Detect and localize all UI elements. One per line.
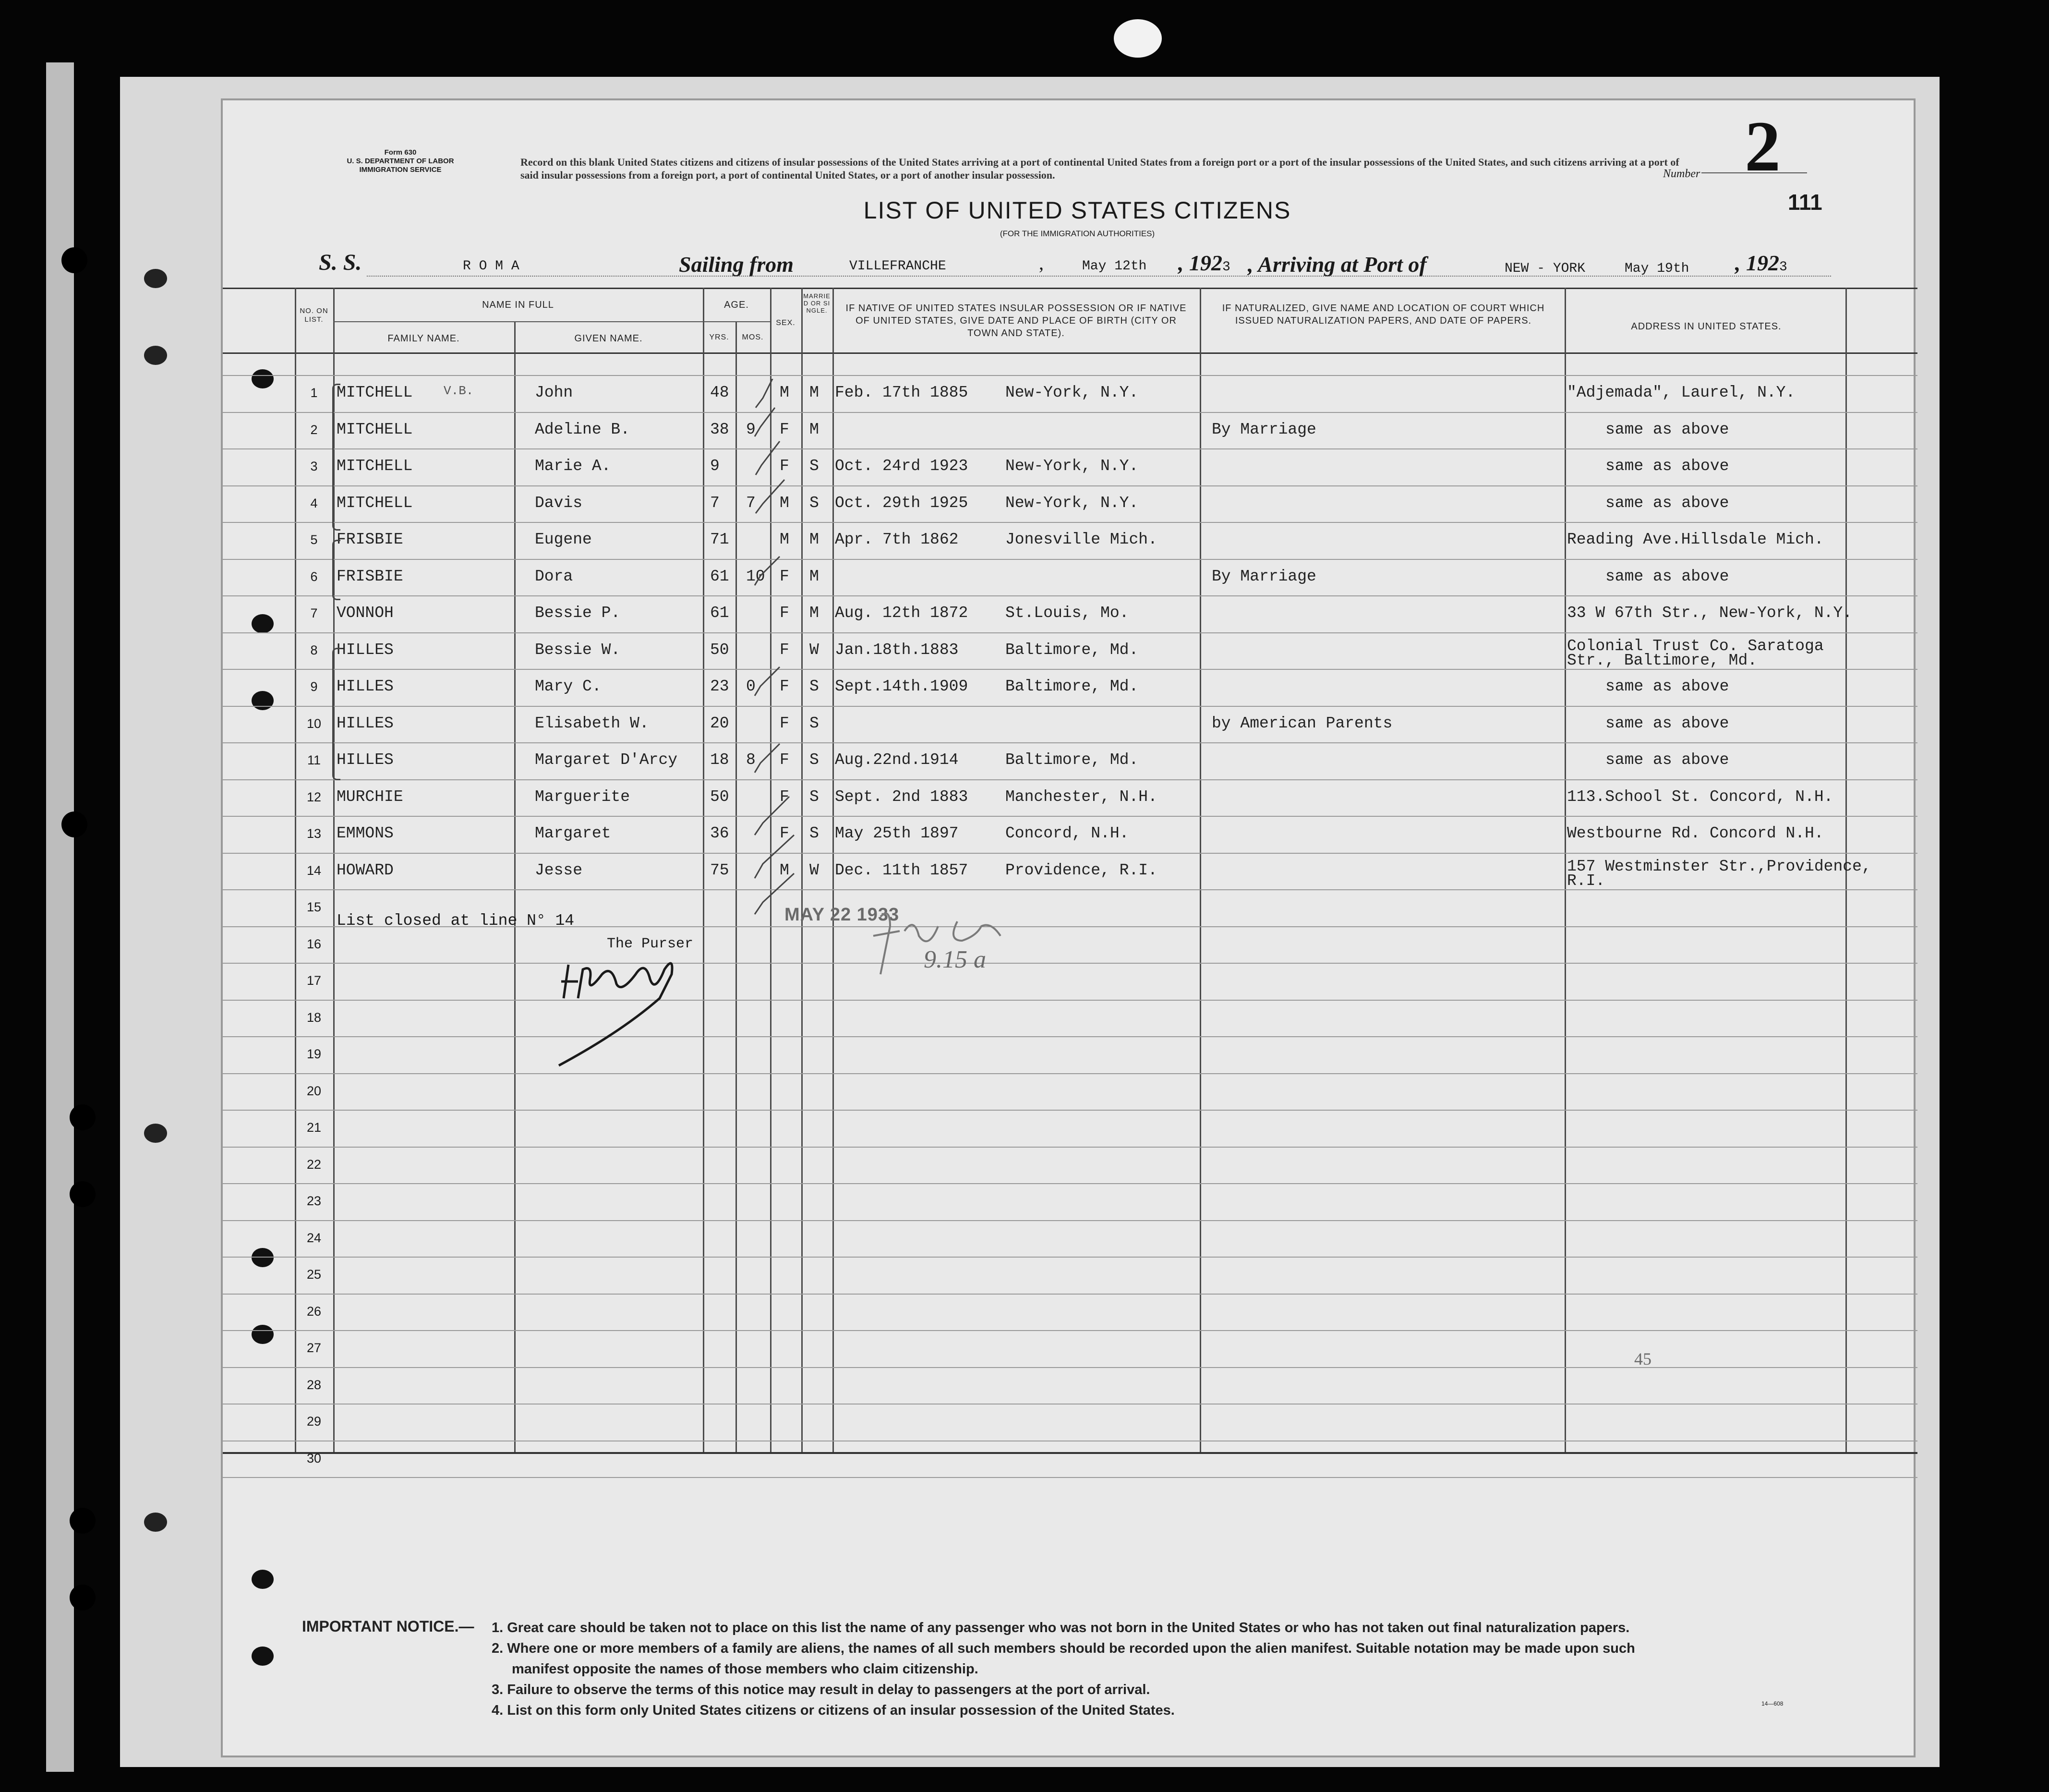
- col-rule: [832, 288, 834, 1452]
- row-number: 6: [310, 569, 318, 584]
- row-rule: [223, 853, 1917, 854]
- row-rule: [223, 375, 1917, 376]
- arrival-year: , 1923: [1735, 251, 1787, 275]
- age-years: 18: [710, 751, 729, 769]
- naturalization: By Marriage: [1212, 567, 1316, 585]
- address: same as above: [1605, 494, 1729, 512]
- birth-date: May 25th 1897: [835, 824, 959, 842]
- marital-status: W: [809, 641, 819, 659]
- form-number: Form 630: [384, 148, 417, 157]
- family-name: MITCHELL: [337, 384, 413, 401]
- notice-item: 3. Failure to observe the terms of this notice may result in delay to passengers at the port of arrival.: [492, 1682, 1150, 1697]
- given-name: Adeline B.: [535, 420, 630, 438]
- punch-hole: [252, 691, 274, 710]
- margin-note: 45: [1634, 1349, 1651, 1368]
- given-name: Margaret: [535, 824, 611, 842]
- row-number: 3: [310, 459, 318, 473]
- age-years: 61: [710, 567, 729, 585]
- row-rule: [223, 1294, 1917, 1295]
- marital-status: S: [809, 457, 819, 475]
- birth-date: Oct. 29th 1925: [835, 494, 968, 512]
- row-rule: [223, 412, 1917, 413]
- row-rule: [223, 706, 1917, 707]
- sex: M: [780, 861, 789, 879]
- row-rule: [223, 779, 1917, 780]
- family-name: FRISBIE: [337, 531, 403, 548]
- family-name: MITCHELL: [337, 494, 413, 512]
- family-name: HILLES: [337, 641, 394, 659]
- punch-hole: [252, 614, 274, 633]
- date-stamp: MAY 22 1933: [784, 905, 900, 925]
- address: same as above: [1605, 678, 1729, 695]
- row-number: 21: [306, 1120, 322, 1135]
- punch-hole: [252, 1248, 274, 1267]
- sex: F: [780, 420, 789, 438]
- header-naturalized: IF NATURALIZED, GIVE NAME AND LOCATION OF COURT WHICH ISSUED NATURALIZATION PAPERS, AND DATE OF PAPERS.: [1222, 303, 1545, 326]
- age-years: 48: [710, 384, 729, 401]
- inspection-time: 9.15 a: [924, 946, 986, 973]
- sailing-label: Sailing from: [679, 252, 794, 277]
- row-number: 2: [310, 422, 318, 437]
- form-title: LIST OF UNITED STATES CITIZENS: [863, 197, 1291, 224]
- header-mos: MOS.: [742, 333, 764, 341]
- row-rule: [223, 1183, 1917, 1184]
- row-rule: [223, 1257, 1917, 1258]
- address: 157 Westminster Str.,Providence,: [1567, 857, 1871, 875]
- page-number: 111: [1788, 190, 1822, 215]
- col-rule: [703, 288, 704, 1452]
- punch-hole: [252, 1325, 274, 1344]
- notice-item: manifest opposite the names of those members who claim citizenship.: [512, 1661, 978, 1677]
- manifest-sheet: Form 630 U. S. DEPARTMENT OF LABOR IMMIGRATION SERVICE Record on this blank United States citizens and citizens of insular possessions of the United States arriving at a port of continental United States from a foreign port or a port of the insular possessions of the United States, and such citizens arriving at a port of said insular possessions from a foreign port, a port of continental United States, or a port of another insular possession. LIST OF UNITED STATES CITIZENS (FOR THE IMMIGRATION AUTHORITIES) Number 2 111 S. S. R O M A Sailing from VILLEFRANCHE , May 12th , 1923 , Arriving at Port of NEW - YORK May 19th , 1923 NO. ON LIST. NAME IN FULL FAMILY NAME. GIVEN NAME. AGE. YRS. MOS. SEX. MARRIED OR SINGLE. IF NATIVE OF UNITED STATES INSULAR POSSESSION OR IF NATIVE OF UNITED STATES, GIVE DATE AND PLACE OF BIRTH (CITY OR TOWN AND STATE). IF NATURALIZED, GIVE NAME AND LOCATION OF COURT WHICH ISSUED NATURALIZATION PAPERS, AND DATE OF PAPERS. ADDRESS IN UNITED STATES. 1 MITCHELL V.B. John 48 M M Feb. 17th 1885 New-York, N.Y. "Adjemada", Laurel, N.Y. 2 MITCHELL Adeline B. 38 9 F M By Marriage same as above 3 MITCHELL Marie A. 9 F S Oct. 24rd 1923 New-York, N.Y. same as above 4 MITCHELL Davis 7 7 M S Oct. 29th 1925 New-York, N.Y. same as above 5 FRISBIE Eugene 71 M M Apr. 7th 1862 Jonesville Mich. Reading Ave.Hillsdale Mich. 6 FRISBIE Dora 61 10 F M By Marriage same as above 7 VONNOH Bessie P. 61 F M Aug. 12th 1872 St.Louis, Mo. 33 W 67th Str., New-York, N.Y. 8 HILLES Bessie W. 50 F W Jan.18th.1883 Baltimore, Md. Colonial Trust Co. Saratoga Str., Baltimore, Md. 9 HILLES Mary C. 23 0 F S Sept.14th.1909 Baltimore, Md. same as above 10 HILLES Elisabeth W. 20 F S by American Parents same as above 11 HILLES Margaret D'Arcy 18 8 F S Aug.22nd.1914 Baltimore, Md. same as above 12 MURCHIE Marguerite 50 F S Sept. 2nd 1883 Manchester, N.H. 113.School St. Concord, N.H. 13 EMMONS Margaret 36 F S May 25th 1897 Concord, N.H. Westbourne Rd. Concord N.H. 14 HOWARD Jesse 75 M W Dec. 11th 1857 Providence, R.I. 157 Westminster Str.,Providence, R.I. 15 16 17 18 19 20 21 22 23 24 25 26 27 28 29 30 List closed at line N° 14 The Purser MAY 22 1933 9.15 a 45 IMPORTANT NOTICE.— 1. Great care should be taken not to place on this list the name of any passenger who was not born in the United States or who has not taken out final naturalization papers. 2. Where one or more members of a family are aliens, the names of all such members should be recorded upon the alien manifest. Suitable notation may be made upon such manifest opposite the names of those members who claim citizenship. 3. Failure to observe the terms of this notice may result in delay to passengers at the port of arrival. 4. List on this form only United States citizens or citizens of an insular possession of the United States. 14—608: [221, 98, 1916, 1757]
- given-name: Bessie P.: [535, 604, 621, 622]
- family-bracket: [332, 648, 340, 780]
- punch-hole: [70, 1585, 96, 1610]
- ship-name: R O M A: [463, 259, 519, 274]
- year-prefix: 192: [1746, 251, 1779, 275]
- row-rule: [223, 485, 1917, 486]
- given-name: Elisabeth W.: [535, 714, 649, 732]
- service-name: IMMIGRATION SERVICE: [359, 166, 442, 174]
- table-top-border: [223, 288, 1917, 289]
- row-number: 13: [306, 826, 322, 841]
- age-months: 7: [746, 494, 756, 512]
- birth-place: Baltimore, Md.: [1005, 641, 1139, 659]
- year-suffix: 3: [1779, 260, 1787, 275]
- sex: M: [780, 494, 789, 512]
- header-no: NO. ON LIST.: [300, 307, 328, 324]
- marital-status: S: [809, 714, 819, 732]
- sex: F: [780, 714, 789, 732]
- header-married-single: MARRIED OR SINGLE.: [803, 292, 831, 314]
- col-rule: [514, 321, 516, 1452]
- address: same as above: [1605, 420, 1729, 438]
- row-number: 18: [306, 1010, 322, 1025]
- birth-place: Manchester, N.H.: [1005, 787, 1157, 806]
- address: same as above: [1605, 567, 1729, 585]
- header-bottom-border: [223, 352, 1917, 354]
- row-rule: [223, 1477, 1917, 1478]
- row-number: 27: [306, 1341, 322, 1355]
- marital-status: S: [809, 824, 819, 842]
- punch-hole: [252, 1647, 274, 1666]
- form-subtitle: (FOR THE IMMIGRATION AUTHORITIES): [1000, 229, 1155, 238]
- family-name: HOWARD: [337, 861, 394, 879]
- header-address: ADDRESS IN UNITED STATES.: [1631, 321, 1782, 332]
- row-rule: [223, 1110, 1917, 1111]
- name-subheader-rule: [333, 321, 703, 322]
- row-number: 30: [306, 1451, 322, 1465]
- header-name-in-full: NAME IN FULL: [482, 300, 554, 310]
- given-name: John: [535, 384, 573, 401]
- sex: M: [780, 384, 789, 401]
- row-number: 1: [310, 386, 318, 400]
- row-number: 12: [306, 789, 322, 804]
- age-years: 23: [710, 678, 729, 695]
- naturalization: by American Parents: [1212, 714, 1393, 732]
- address: 113.School St. Concord, N.H.: [1567, 787, 1833, 806]
- age-subheader-rule: [703, 321, 770, 322]
- birth-date: Sept.14th.1909: [835, 678, 968, 695]
- sex: F: [780, 457, 789, 475]
- sex: F: [780, 787, 789, 806]
- purser-label: The Purser: [607, 936, 694, 952]
- family-name: MITCHELL: [337, 420, 413, 438]
- sex: F: [780, 751, 789, 769]
- row-number: 22: [306, 1157, 322, 1172]
- form-code: 14—608: [1761, 1700, 1784, 1707]
- form-instruction: Record on this blank United States citizens and citizens of insular possessions of the United States arriving at a port of continental United States from a foreign port or a port of the insular possessions of the United States, and such citizens arriving at a port of said insular possessions from a foreign port, a port of continental United States, or a port of another insular possession.: [520, 156, 1679, 181]
- row-number: 25: [306, 1267, 322, 1282]
- row-rule: [223, 742, 1917, 743]
- row-rule: [223, 1404, 1917, 1405]
- given-name: Marguerite: [535, 787, 630, 806]
- birth-place: New-York, N.Y.: [1005, 494, 1139, 512]
- marital-status: S: [809, 494, 819, 512]
- address: same as above: [1605, 714, 1729, 732]
- marital-status: W: [809, 861, 819, 879]
- punch-hole: [252, 1570, 274, 1589]
- arrival-date: May 19th: [1625, 261, 1689, 276]
- marital-status: M: [809, 384, 819, 401]
- birth-place: New-York, N.Y.: [1005, 457, 1139, 475]
- given-name: Eugene: [535, 531, 592, 548]
- voyage-underline: [367, 276, 1831, 278]
- row-rule: [223, 816, 1917, 817]
- given-name: Davis: [535, 494, 583, 512]
- year-prefix: 192: [1189, 251, 1222, 275]
- family-name: HILLES: [337, 751, 394, 769]
- given-name: Jesse: [535, 861, 583, 879]
- age-years: 61: [710, 604, 729, 622]
- age-years: 9: [710, 457, 720, 475]
- row-number: 26: [306, 1304, 322, 1319]
- row-number: 5: [310, 533, 318, 547]
- punch-hole: [144, 1124, 167, 1143]
- address-line-2: R.I.: [1567, 872, 1605, 890]
- row-number: 20: [306, 1083, 322, 1098]
- family-name: VONNOH: [337, 604, 394, 622]
- age-months: 9: [746, 420, 756, 438]
- row-rule: [223, 1367, 1917, 1368]
- family-name: EMMONS: [337, 824, 394, 842]
- row-rule: [223, 1147, 1917, 1148]
- row-rule: [223, 1000, 1917, 1001]
- marital-status: S: [809, 787, 819, 806]
- birth-place: St.Louis, Mo.: [1005, 604, 1129, 622]
- birth-date: Dec. 11th 1857: [835, 861, 968, 879]
- sailing-date: May 12th: [1082, 259, 1147, 274]
- family-name: HILLES: [337, 714, 394, 732]
- address: "Adjemada", Laurel, N.Y.: [1567, 384, 1796, 401]
- birth-place: Providence, R.I.: [1005, 861, 1157, 879]
- col-rule: [1565, 288, 1566, 1452]
- sex: F: [780, 824, 789, 842]
- sailing-port: VILLEFRANCHE: [849, 259, 946, 274]
- row-number: 28: [306, 1377, 322, 1392]
- row-number: 14: [306, 863, 322, 878]
- address: Colonial Trust Co. Saratoga: [1567, 637, 1824, 655]
- age-years: 50: [710, 787, 729, 806]
- age-years: 7: [710, 494, 720, 512]
- row-number: 10: [306, 716, 322, 731]
- naturalization: By Marriage: [1212, 420, 1316, 438]
- notice-item: 1. Great care should be taken not to place on this list the name of any passenger who was not born in the United States or who has not taken out final naturalization papers.: [492, 1620, 1630, 1635]
- row-rule: [223, 963, 1917, 964]
- row-number: 16: [306, 936, 322, 951]
- header-family-name: FAMILY NAME.: [387, 333, 460, 344]
- given-name: Bessie W.: [535, 641, 621, 659]
- given-name: Mary C.: [535, 678, 602, 695]
- address-line-2: Str., Baltimore, Md.: [1567, 651, 1758, 669]
- sex: F: [780, 567, 789, 585]
- address: Reading Ave.Hillsdale Mich.: [1567, 531, 1824, 548]
- address: same as above: [1605, 751, 1729, 769]
- paper-tear: [1114, 19, 1162, 58]
- birth-place: Baltimore, Md.: [1005, 678, 1139, 695]
- family-name: FRISBIE: [337, 567, 403, 585]
- family-name: HILLES: [337, 678, 394, 695]
- header-given-name: GIVEN NAME.: [574, 333, 643, 344]
- age-months: 8: [746, 751, 756, 769]
- header-yrs: YRS.: [709, 333, 729, 341]
- row-number: 7: [310, 606, 318, 620]
- table-bottom-border: [223, 1452, 1917, 1454]
- age-months: 0: [746, 678, 756, 695]
- ss-label: S. S.: [319, 250, 362, 275]
- sex: F: [780, 604, 789, 622]
- given-name: Margaret D'Arcy: [535, 751, 678, 769]
- col-rule: [1200, 288, 1201, 1452]
- sailing-year: , 1923: [1178, 251, 1230, 275]
- age-years: 50: [710, 641, 729, 659]
- row-number: 29: [306, 1414, 322, 1429]
- family-name: MITCHELL: [337, 457, 413, 475]
- sex: F: [780, 641, 789, 659]
- list-closed-note: List closed at line N° 14: [337, 912, 575, 930]
- address: Westbourne Rd. Concord N.H.: [1567, 824, 1824, 842]
- row-rule: [223, 1330, 1917, 1331]
- family-bracket: [332, 384, 340, 531]
- age-years: 36: [710, 824, 729, 842]
- row-rule: [223, 889, 1917, 890]
- row-rule: [223, 1220, 1917, 1221]
- notice-list: [492, 1618, 1635, 1721]
- birth-place: Concord, N.H.: [1005, 824, 1129, 842]
- family-note: V.B.: [444, 384, 474, 398]
- punch-hole: [61, 811, 87, 837]
- row-number: 17: [306, 973, 322, 988]
- department-name: U. S. DEPARTMENT OF LABOR: [347, 157, 454, 165]
- marital-status: M: [809, 567, 819, 585]
- given-name: Marie A.: [535, 457, 611, 475]
- form-issuer: [319, 148, 482, 174]
- address: 33 W 67th Str., New-York, N.Y.: [1567, 604, 1853, 622]
- header-age: AGE.: [724, 300, 749, 310]
- row-number: 8: [310, 642, 318, 657]
- sex: M: [780, 531, 789, 548]
- birth-place: Jonesville Mich.: [1005, 531, 1157, 548]
- marital-status: S: [809, 678, 819, 695]
- row-number: 23: [306, 1194, 322, 1208]
- row-rule: [223, 632, 1917, 633]
- punch-hole: [70, 1181, 96, 1207]
- row-rule: [223, 595, 1917, 596]
- number-label: Number: [1663, 168, 1700, 180]
- birth-date: Apr. 7th 1862: [835, 531, 959, 548]
- age-years: 75: [710, 861, 729, 879]
- col-rule: [735, 321, 737, 1452]
- row-rule: [223, 1036, 1917, 1037]
- birth-place: New-York, N.Y.: [1005, 384, 1139, 401]
- marital-status: M: [809, 420, 819, 438]
- row-number: 24: [306, 1230, 322, 1245]
- marital-status: S: [809, 751, 819, 769]
- punch-hole: [70, 1104, 96, 1130]
- arriving-label: , Arriving at Port of: [1248, 252, 1427, 277]
- punch-hole: [144, 1513, 167, 1532]
- birth-date: Sept. 2nd 1883: [835, 787, 968, 806]
- check-marks: [741, 379, 818, 993]
- birth-date: Aug.22nd.1914: [835, 751, 959, 769]
- row-number: 19: [306, 1047, 322, 1061]
- age-months: 10: [746, 567, 765, 585]
- punch-hole: [70, 1508, 96, 1534]
- notice-item: 4. List on this form only United States citizens or citizens of an insular possession of the United States.: [492, 1703, 1175, 1718]
- family-bracket: [332, 540, 340, 600]
- row-rule: [223, 559, 1917, 560]
- birth-date: Feb. 17th 1885: [835, 384, 968, 401]
- sex: F: [780, 678, 789, 695]
- notice-heading: IMPORTANT NOTICE.—: [302, 1618, 474, 1635]
- row-rule: [223, 448, 1917, 449]
- header-sex: SEX.: [776, 319, 795, 327]
- birth-place: Baltimore, Md.: [1005, 751, 1139, 769]
- given-name: Dora: [535, 567, 573, 585]
- punch-hole: [61, 247, 87, 273]
- row-number: 4: [310, 496, 318, 510]
- row-rule: [223, 522, 1917, 523]
- family-name: MURCHIE: [337, 787, 403, 806]
- age-years: 20: [710, 714, 729, 732]
- age-years: 38: [710, 420, 729, 438]
- arrival-port: NEW - YORK: [1505, 261, 1586, 276]
- birth-date: Jan.18th.1883: [835, 641, 959, 659]
- birth-date: Aug. 12th 1872: [835, 604, 968, 622]
- row-number: 15: [306, 900, 322, 914]
- manifest-number: 2: [1745, 107, 1781, 186]
- punch-hole: [252, 369, 274, 388]
- row-number: 11: [307, 753, 321, 767]
- notice-item: 2. Where one or more members of a family are aliens, the names of all such members should be recorded upon the alien manifest. Suitable notation may be made upon such: [492, 1641, 1635, 1656]
- year-suffix: 3: [1222, 260, 1230, 275]
- birth-date: Oct. 24rd 1923: [835, 457, 968, 475]
- row-rule: [223, 1073, 1917, 1074]
- punch-hole: [144, 346, 167, 365]
- marital-status: M: [809, 531, 819, 548]
- row-number: 9: [310, 679, 318, 694]
- punch-hole: [144, 269, 167, 288]
- marital-status: M: [809, 604, 819, 622]
- purser-signature: [549, 955, 703, 1070]
- age-years: 71: [710, 531, 729, 548]
- header-birth: IF NATIVE OF UNITED STATES INSULAR POSSESSION OR IF NATIVE OF UNITED STATES, GIVE DATE AND PLACE OF BIRTH (CITY OR TOWN AND STATE).: [845, 303, 1187, 339]
- address: same as above: [1605, 457, 1729, 475]
